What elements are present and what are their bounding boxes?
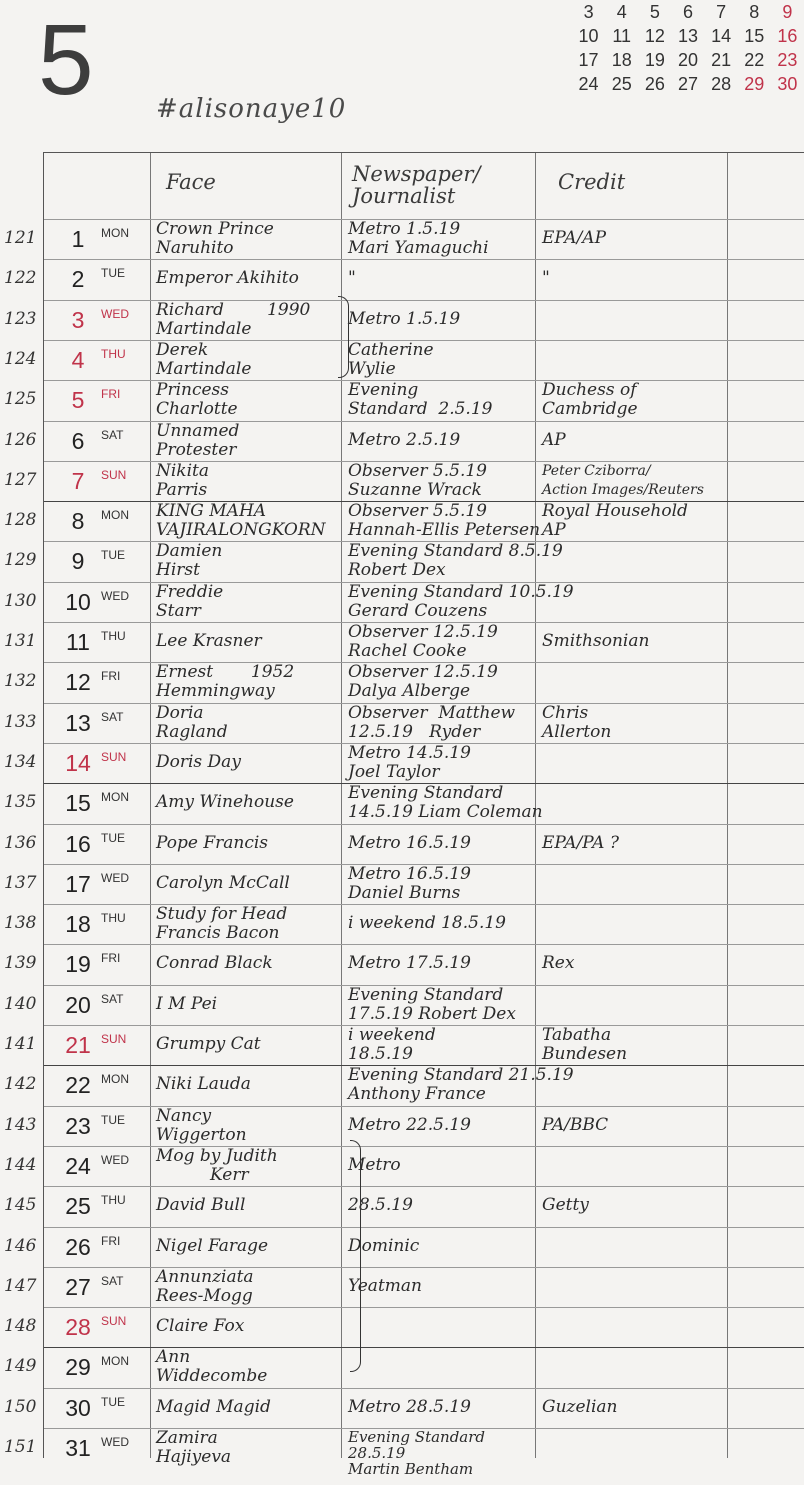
day-number: 17 bbox=[65, 870, 91, 897]
day-of-week: TUE bbox=[101, 1394, 125, 1409]
face-entry: Emperor Akihito bbox=[156, 268, 299, 289]
face-entry: David Bull bbox=[156, 1195, 246, 1216]
day-of-year-count: 123 bbox=[4, 308, 37, 329]
face-entry: Carolyn McCall bbox=[156, 872, 290, 893]
day-of-week: TUE bbox=[101, 548, 125, 563]
newspaper-entry: Evening Standard 2.5.19 bbox=[348, 380, 493, 420]
mini-calendar-day: 29 bbox=[744, 74, 765, 94]
face-entry: Nikita Parris bbox=[156, 460, 210, 500]
day-of-week: MON bbox=[101, 508, 129, 523]
day-of-week: SUN bbox=[101, 467, 127, 482]
mini-calendar-day: 28 bbox=[711, 74, 732, 94]
day-of-week: TUE bbox=[101, 830, 125, 845]
face-entry: Conrad Black bbox=[156, 953, 273, 974]
newspaper-entry: " bbox=[348, 268, 356, 289]
newspaper-entry: Metro 16.5.19 Daniel Burns bbox=[348, 863, 471, 903]
newspaper-entry: Observer 12.5.19 Rachel Cooke bbox=[348, 622, 498, 661]
face-entry: Study for Head Francis Bacon bbox=[156, 904, 288, 944]
newspaper-entry: i weekend 18.5.19 bbox=[348, 913, 506, 934]
face-entry: Damien Hirst bbox=[156, 541, 223, 581]
face-entry: Claire Fox bbox=[156, 1316, 245, 1337]
face-entry: I M Pei bbox=[156, 993, 218, 1014]
day-of-year-count: 146 bbox=[4, 1235, 37, 1256]
day-number: 22 bbox=[65, 1072, 91, 1099]
mini-calendar-day: 9 bbox=[782, 2, 793, 22]
day-number: 2 bbox=[71, 266, 85, 293]
mini-calendar-day: 5 bbox=[649, 2, 660, 22]
day-of-week: FRI bbox=[101, 387, 121, 402]
brace-mark bbox=[350, 1140, 361, 1372]
mini-calendar-day: 17 bbox=[578, 50, 599, 70]
day-of-week: MON bbox=[101, 1072, 129, 1087]
day-number: 14 bbox=[65, 749, 91, 776]
mini-calendar-week bbox=[572, 2, 804, 26]
day-of-year-count: 142 bbox=[4, 1074, 37, 1095]
newspaper-entry: Metro 28.5.19 bbox=[348, 1396, 471, 1417]
row-rule bbox=[44, 944, 804, 945]
face-entry: Doria Ragland bbox=[156, 702, 228, 742]
month-number: 5 bbox=[38, 4, 94, 116]
newspaper-entry: Metro 1.5.19 bbox=[348, 308, 461, 329]
day-of-week: WED bbox=[101, 1152, 129, 1167]
mini-calendar-week bbox=[572, 26, 804, 50]
day-of-week: TUE bbox=[101, 266, 125, 281]
day-of-week: SAT bbox=[101, 427, 124, 442]
newspaper-entry: Evening Standard 28.5.19 Martin Bentham bbox=[348, 1428, 486, 1478]
day-of-year-count: 137 bbox=[4, 872, 37, 893]
day-number: 12 bbox=[65, 669, 91, 696]
day-of-week: WED bbox=[101, 306, 129, 321]
mini-calendar bbox=[572, 2, 804, 98]
day-of-year-count: 132 bbox=[4, 671, 37, 692]
mini-calendar-day: 11 bbox=[612, 26, 632, 46]
day-number: 6 bbox=[71, 427, 85, 454]
face-entry: Unnamed Protester bbox=[156, 420, 240, 460]
day-of-year-count: 122 bbox=[4, 268, 37, 289]
day-number: 27 bbox=[65, 1273, 91, 1300]
newspaper-entry: Metro 14.5.19 Joel Taylor bbox=[348, 742, 471, 782]
day-of-year-count: 134 bbox=[4, 751, 37, 772]
credit-entry: AP bbox=[542, 429, 566, 450]
row-rule bbox=[44, 1227, 804, 1228]
mini-calendar-day: 4 bbox=[616, 2, 627, 22]
newspaper-entry: Observer 12.5.19 Dalya Alberge bbox=[348, 662, 498, 702]
day-number: 7 bbox=[71, 467, 85, 494]
day-number: 26 bbox=[65, 1233, 91, 1260]
day-of-year-count: 147 bbox=[4, 1275, 37, 1296]
table-header bbox=[44, 153, 804, 219]
face-entry: Nigel Farage bbox=[156, 1235, 269, 1256]
newspaper-entry: Evening Standard 17.5.19 Robert Dex bbox=[348, 984, 516, 1024]
day-number: 24 bbox=[65, 1152, 91, 1179]
day-of-year-count: 139 bbox=[4, 953, 37, 974]
day-number: 25 bbox=[65, 1193, 91, 1220]
face-entry: Magid Magid bbox=[156, 1396, 271, 1417]
credit-entry: Chris Allerton bbox=[542, 702, 612, 742]
newspaper-entry: Metro 16.5.19 bbox=[348, 832, 471, 853]
day-of-week: WED bbox=[101, 1435, 129, 1449]
mini-calendar-day: 22 bbox=[744, 50, 765, 70]
day-of-year-count: 131 bbox=[4, 631, 37, 651]
brace-mark bbox=[338, 296, 349, 378]
day-number: 8 bbox=[71, 508, 85, 535]
face-entry: Niki Lauda bbox=[156, 1074, 251, 1095]
newspaper-entry: Metro 22.5.19 bbox=[348, 1114, 471, 1135]
credit-entry: Smithsonian bbox=[542, 631, 650, 651]
day-number: 15 bbox=[65, 790, 91, 817]
mini-calendar-week bbox=[572, 50, 804, 74]
day-number: 11 bbox=[66, 629, 90, 655]
day-number: 9 bbox=[71, 548, 85, 575]
day-number: 28 bbox=[65, 1314, 91, 1341]
day-of-year-count: 135 bbox=[4, 792, 37, 813]
newspaper-entry: Observer 5.5.19 Suzanne Wrack bbox=[348, 460, 487, 500]
day-number: 18 bbox=[65, 911, 91, 938]
face-entry: Freddie Starr bbox=[156, 581, 224, 621]
day-of-year-count: 136 bbox=[4, 832, 37, 853]
newspaper-entry: Evening Standard 10.5.19 Gerard Couzens bbox=[348, 581, 574, 621]
day-of-year-count: 130 bbox=[4, 590, 37, 611]
mini-calendar-week bbox=[572, 74, 804, 98]
face-entry: Pope Francis bbox=[156, 832, 269, 853]
credit-entry: " bbox=[542, 268, 550, 289]
mini-calendar-day: 30 bbox=[777, 74, 798, 94]
day-of-week: SUN bbox=[101, 749, 127, 764]
day-of-year-count: 148 bbox=[4, 1316, 37, 1337]
day-of-year-count: 144 bbox=[4, 1154, 37, 1175]
face-entry: Ann Widdecombe bbox=[156, 1347, 268, 1387]
credit-entry: Tabatha Bundesen bbox=[542, 1025, 628, 1064]
column-divider bbox=[727, 153, 728, 1458]
mini-calendar-day: 15 bbox=[744, 26, 765, 46]
diary-table bbox=[43, 152, 804, 1478]
header-credit: Credit bbox=[558, 170, 626, 194]
row-rule bbox=[44, 824, 804, 825]
row-rule bbox=[44, 1307, 804, 1308]
day-of-week: SUN bbox=[101, 1314, 127, 1329]
face-entry: Amy Winehouse bbox=[156, 792, 294, 813]
row-rule bbox=[44, 1186, 804, 1187]
mini-calendar-day: 14 bbox=[711, 26, 732, 46]
newspaper-entry: Dominic bbox=[348, 1235, 420, 1256]
day-of-week: THU bbox=[101, 346, 126, 361]
day-of-year-count: 128 bbox=[4, 510, 37, 531]
face-entry: Zamira Hajiyeva bbox=[156, 1428, 232, 1467]
day-of-week: SAT bbox=[101, 709, 124, 724]
newspaper-entry: Metro bbox=[348, 1154, 401, 1175]
mini-calendar-day: 24 bbox=[578, 74, 599, 94]
day-of-week: MON bbox=[101, 226, 129, 240]
newspaper-entry: Metro 17.5.19 bbox=[348, 953, 471, 974]
mini-calendar-day: 16 bbox=[777, 26, 798, 46]
credit-entry: Duchess of Cambridge bbox=[542, 380, 638, 420]
credit-entry: PA/BBC bbox=[542, 1114, 609, 1135]
day-of-year-count: 143 bbox=[4, 1114, 37, 1135]
newspaper-entry: 28.5.19 bbox=[348, 1195, 413, 1216]
face-entry: Princess Charlotte bbox=[156, 380, 238, 420]
header-face: Face bbox=[166, 170, 216, 194]
mini-calendar-day: 7 bbox=[716, 2, 727, 22]
credit-entry: Royal Household AP bbox=[542, 501, 688, 541]
face-entry: Ernest 1952 Hemmingway bbox=[156, 662, 295, 702]
day-of-year-count: 133 bbox=[4, 711, 37, 732]
day-of-year-count: 138 bbox=[4, 913, 37, 934]
newspaper-entry: Yeatman bbox=[348, 1275, 422, 1296]
day-of-week: WED bbox=[101, 870, 129, 885]
newspaper-entry: i weekend 18.5.19 bbox=[348, 1025, 436, 1064]
face-entry: Annunziata Rees-Mogg bbox=[156, 1266, 254, 1306]
day-of-week: FRI bbox=[101, 669, 121, 684]
day-number: 23 bbox=[65, 1112, 91, 1139]
day-of-week: SAT bbox=[101, 991, 124, 1006]
day-of-week: THU bbox=[101, 629, 126, 643]
mini-calendar-day: 6 bbox=[682, 2, 693, 22]
mini-calendar-day: 12 bbox=[644, 26, 665, 46]
day-of-year-count: 141 bbox=[4, 1034, 37, 1054]
hashtag: #alisonaye10 bbox=[156, 94, 347, 124]
day-number: 13 bbox=[65, 709, 91, 736]
day-of-year-count: 140 bbox=[4, 993, 37, 1014]
mini-calendar-day: 18 bbox=[611, 50, 632, 70]
credit-entry: Rex bbox=[542, 953, 575, 974]
row-rule bbox=[44, 1388, 804, 1389]
day-of-week: TUE bbox=[101, 1112, 125, 1127]
header-newspaper: Newspaper/ Journalist bbox=[352, 162, 481, 208]
day-number: 30 bbox=[65, 1394, 91, 1421]
face-entry: Nancy Wiggerton bbox=[156, 1105, 247, 1145]
day-number: 3 bbox=[71, 306, 85, 333]
day-of-week: MON bbox=[101, 790, 129, 805]
face-entry: KING MAHA VAJIRALONGKORN bbox=[156, 501, 326, 541]
credit-entry: EPA/AP bbox=[542, 228, 607, 248]
mini-calendar-day: 19 bbox=[644, 50, 665, 70]
day-of-week: FRI bbox=[101, 1233, 121, 1248]
day-of-week: THU bbox=[101, 1193, 126, 1208]
day-number: 4 bbox=[71, 346, 85, 373]
day-of-year-count: 149 bbox=[4, 1356, 37, 1377]
credit-entry: Getty bbox=[542, 1195, 589, 1216]
column-divider bbox=[150, 153, 151, 1458]
newspaper-entry: Metro 2.5.19 bbox=[348, 429, 461, 450]
day-of-year-count: 145 bbox=[4, 1195, 37, 1216]
day-of-year-count: 124 bbox=[4, 348, 37, 369]
day-number: 21 bbox=[65, 1032, 91, 1058]
day-number: 31 bbox=[65, 1435, 91, 1461]
face-entry: Lee Krasner bbox=[156, 631, 262, 651]
day-of-week: THU bbox=[101, 911, 126, 926]
day-number: 10 bbox=[65, 588, 91, 615]
day-number: 29 bbox=[65, 1354, 91, 1381]
newspaper-entry: Metro 1.5.19 Mari Yamaguchi bbox=[348, 219, 489, 258]
day-of-week: SUN bbox=[101, 1032, 127, 1046]
face-entry: Doris Day bbox=[156, 751, 241, 772]
mini-calendar-day: 13 bbox=[677, 26, 698, 46]
day-of-week: WED bbox=[101, 588, 129, 603]
day-of-year-count: 151 bbox=[4, 1437, 37, 1457]
face-entry: Derek Martindale bbox=[156, 339, 252, 379]
newspaper-entry: Catherine Wylie bbox=[348, 339, 434, 379]
face-entry: Richard 1990 Martindale bbox=[156, 299, 311, 339]
day-of-year-count: 150 bbox=[4, 1396, 37, 1417]
row-rule bbox=[44, 259, 804, 260]
day-number: 16 bbox=[65, 830, 91, 857]
day-of-week: FRI bbox=[101, 951, 121, 966]
day-of-year-count: 129 bbox=[4, 550, 37, 571]
newspaper-entry: Observer Matthew 12.5.19 Ryder bbox=[348, 702, 516, 742]
day-number: 1 bbox=[71, 226, 85, 252]
day-of-week: SAT bbox=[101, 1273, 124, 1288]
newspaper-entry: Observer 5.5.19 Hannah-Ellis Petersen bbox=[348, 501, 541, 541]
credit-entry: Guzelian bbox=[542, 1396, 618, 1417]
mini-calendar-day: 8 bbox=[749, 2, 760, 22]
credit-entry: EPA/PA ? bbox=[542, 832, 619, 853]
day-number: 5 bbox=[71, 387, 85, 414]
day-of-year-count: 126 bbox=[4, 429, 37, 450]
day-of-year-count: 125 bbox=[4, 389, 37, 410]
mini-calendar-day: 21 bbox=[711, 50, 732, 70]
mini-calendar-day: 3 bbox=[583, 2, 594, 22]
face-entry: Crown Prince Naruhito bbox=[156, 219, 274, 258]
newspaper-entry: Evening Standard 14.5.19 Liam Coleman bbox=[348, 783, 543, 823]
day-of-year-count: 127 bbox=[4, 469, 37, 490]
day-number: 20 bbox=[65, 991, 91, 1018]
mini-calendar-day: 26 bbox=[644, 74, 665, 94]
mini-calendar-day: 23 bbox=[777, 50, 798, 70]
day-of-week: MON bbox=[101, 1354, 129, 1369]
day-number: 19 bbox=[65, 951, 91, 978]
mini-calendar-day: 10 bbox=[578, 26, 599, 46]
mini-calendar-day: 20 bbox=[677, 50, 698, 70]
credit-entry: Peter Cziborra/ Action Images/Reuters bbox=[542, 462, 704, 498]
newspaper-entry: Evening Standard 8.5.19 Robert Dex bbox=[348, 541, 563, 581]
face-entry: Grumpy Cat bbox=[156, 1034, 261, 1054]
face-entry: Mog by Judith Kerr bbox=[156, 1145, 278, 1185]
mini-calendar-day: 25 bbox=[611, 74, 632, 94]
mini-calendar-day: 27 bbox=[677, 74, 698, 94]
day-of-year-count: 121 bbox=[4, 228, 37, 248]
newspaper-entry: Evening Standard 21.5.19 Anthony France bbox=[348, 1065, 574, 1105]
